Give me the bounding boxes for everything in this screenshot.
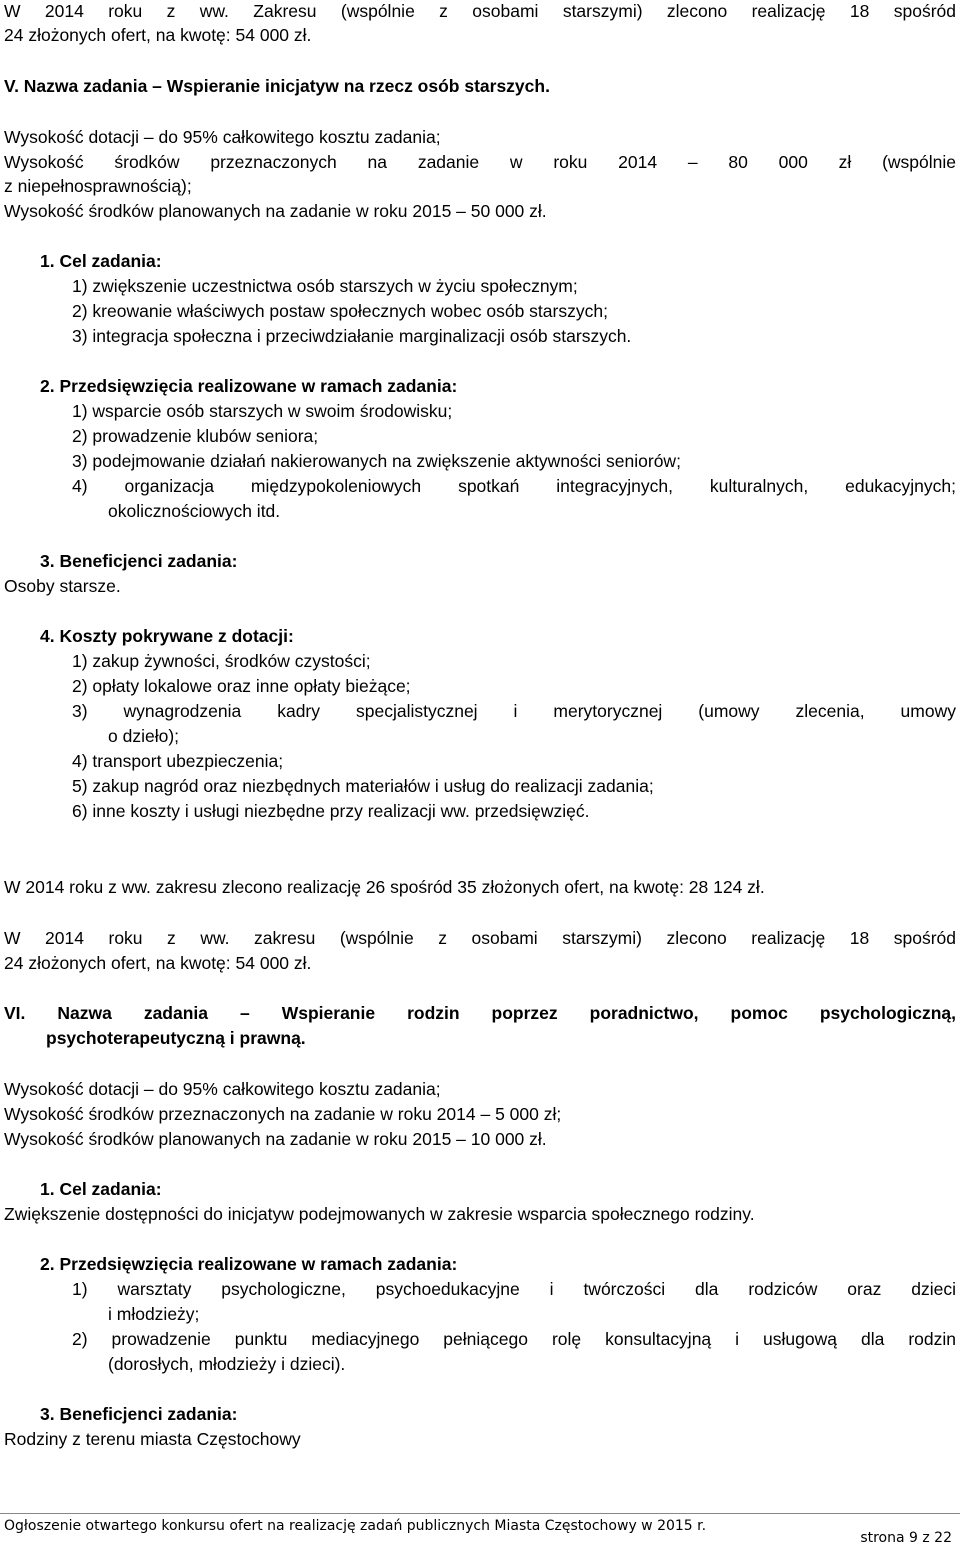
- list-item: 2) kreowanie właściwych postaw społecznych wobec osób starszych;: [72, 301, 608, 321]
- section-heading-vi: VI. Nazwa zadania – Wspieranie rodzin poprzez poradnictwo, pomoc psychologiczną,: [4, 1003, 956, 1023]
- subsection-heading: 1. Cel zadania:: [40, 251, 162, 271]
- footer-divider: [0, 1513, 960, 1514]
- paragraph-line: Wysokość środków przeznaczonych na zadanie w roku 2014 – 5 000 zł;: [4, 1104, 562, 1124]
- list-item: 1) warsztaty psychologiczne, psychoedukacyjne i twórczości dla rodziców oraz dzieci: [72, 1279, 956, 1299]
- paragraph-line: Wysokość dotacji – do 95% całkowitego kosztu zadania;: [4, 1079, 441, 1099]
- list-item: 4) transport ubezpieczenia;: [72, 751, 284, 771]
- subsection-heading: 4. Koszty pokrywane z dotacji:: [40, 626, 294, 646]
- section-heading-v: V. Nazwa zadania – Wspieranie inicjatyw na rzecz osób starszych.: [4, 76, 550, 96]
- list-item: 1) wsparcie osób starszych w swoim środowisku;: [72, 401, 453, 421]
- paragraph-line: W 2014 roku z ww. zakresu (wspólnie z osobami starszymi) zlecono realizację 18 spośród: [4, 928, 956, 948]
- list-item: 2) prowadzenie punktu mediacyjnego pełniącego rolę konsultacyjną i usługową dla rodzin: [72, 1329, 956, 1349]
- list-item: 2) opłaty lokalowe oraz inne opłaty bieżące;: [72, 676, 411, 696]
- list-item: 1) zakup żywności, środków czystości;: [72, 651, 371, 671]
- page-number: strona 9 z 22: [860, 1530, 952, 1546]
- list-item-continuation: i młodzieży;: [108, 1304, 200, 1324]
- paragraph-line: 24 złożonych ofert, na kwotę: 54 000 zł.: [4, 953, 312, 973]
- list-item: 6) inne koszty i usługi niezbędne przy realizacji ww. przedsięwzięć.: [72, 801, 590, 821]
- paragraph-line: W 2014 roku z ww. Zakresu (wspólnie z osobami starszymi) zlecono realizację 18 spośród: [4, 1, 956, 21]
- list-item-continuation: o dzieło);: [108, 726, 180, 746]
- subsection-heading: 2. Przedsięwzięcia realizowane w ramach zadania:: [40, 1254, 458, 1274]
- list-item: 3) integracja społeczna i przeciwdziałanie marginalizacji osób starszych.: [72, 326, 632, 346]
- subsection-heading: 3. Beneficjenci zadania:: [40, 1404, 238, 1424]
- section-heading-vi-continuation: psychoterapeutyczną i prawną.: [46, 1028, 306, 1048]
- subsection-heading: 2. Przedsięwzięcia realizowane w ramach zadania:: [40, 376, 458, 396]
- paragraph-line: Rodziny z terenu miasta Częstochowy: [4, 1429, 301, 1449]
- paragraph-line: W 2014 roku z ww. zakresu zlecono realizację 26 spośród 35 złożonych ofert, na kwotę: 28 124 zł.: [4, 877, 765, 897]
- list-item: 3) wynagrodzenia kadry specjalistycznej i merytorycznej (umowy zlecenia, umowy: [72, 701, 956, 721]
- list-item: 4) organizacja międzypokoleniowych spotkań integracyjnych, kulturalnych, edukacyjnych;: [72, 476, 956, 496]
- list-item: 3) podejmowanie działań nakierowanych na zwiększenie aktywności seniorów;: [72, 451, 681, 471]
- paragraph-line: Osoby starsze.: [4, 576, 121, 596]
- subsection-heading: 3. Beneficjenci zadania:: [40, 551, 238, 571]
- list-item: 1) zwiększenie uczestnictwa osób starszych w życiu społecznym;: [72, 276, 578, 296]
- paragraph-line: Zwiększenie dostępności do inicjatyw podejmowanych w zakresie wsparcia społecznego rodziny.: [4, 1204, 755, 1224]
- list-item: 5) zakup nagród oraz niezbędnych materiałów i usług do realizacji zadania;: [72, 776, 654, 796]
- list-item: 2) prowadzenie klubów seniora;: [72, 426, 319, 446]
- paragraph-line: Wysokość środków planowanych na zadanie w roku 2015 – 10 000 zł.: [4, 1129, 547, 1149]
- footer-title: Ogłoszenie otwartego konkursu ofert na realizację zadań publicznych Miasta Częstochowy w 2015 r.: [4, 1518, 707, 1534]
- subsection-heading: 1. Cel zadania:: [40, 1179, 162, 1199]
- paragraph-line: z niepełnosprawnością);: [4, 176, 192, 196]
- paragraph-line: Wysokość środków planowanych na zadanie w roku 2015 – 50 000 zł.: [4, 201, 547, 221]
- paragraph-line: 24 złożonych ofert, na kwotę: 54 000 zł.: [4, 25, 312, 45]
- paragraph-line: Wysokość dotacji – do 95% całkowitego kosztu zadania;: [4, 127, 441, 147]
- list-item-continuation: okolicznościowych itd.: [108, 501, 281, 521]
- paragraph-line: Wysokość środków przeznaczonych na zadanie w roku 2014 – 80 000 zł (wspólnie: [4, 152, 956, 172]
- list-item-continuation: (dorosłych, młodzieży i dzieci).: [108, 1354, 346, 1374]
